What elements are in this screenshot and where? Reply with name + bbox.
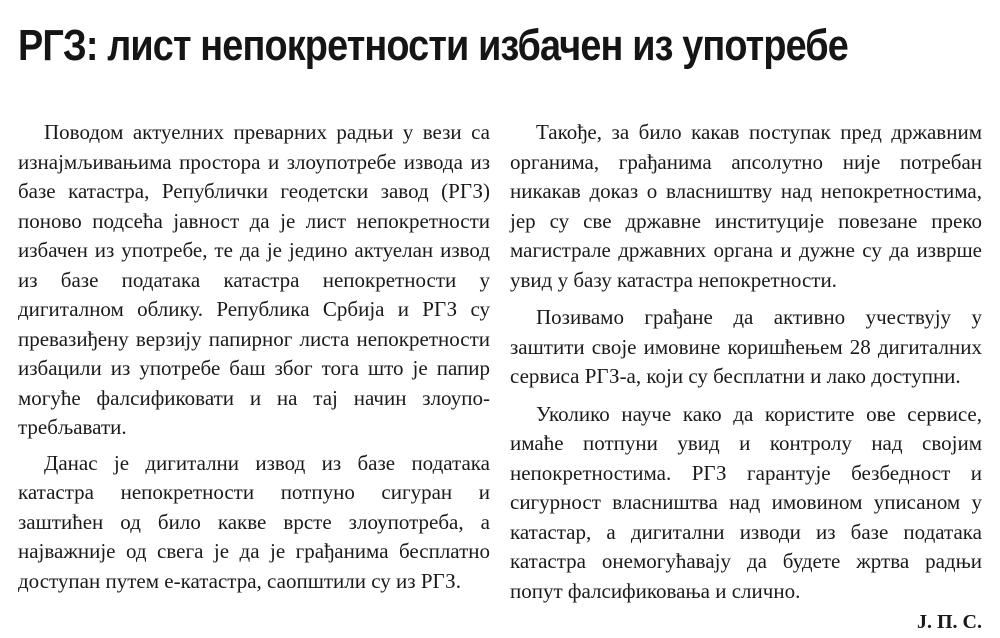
paragraph: Такође, за било какав поступак пред државним органима, грађанима апсолутно није потребан никакав доказ о власништву над непокретностима, јер су све државне институције повезане преко магистрале државних органа и дужне су да изврше увид у базу катастра непокретности. xyxy=(510,120,982,292)
article-headline: РГЗ: лист непокретности избачен из употребе xyxy=(18,21,849,70)
author-signature: Ј. П. С. xyxy=(917,611,982,633)
paragraph: Уколико научe како да користите ове сервисе, имаће потпуни увид и контролу над својим непокретностима. РГЗ гарантује безбедност и сигурност власништва над имовином уписаном у катастар, а дигитални изводи из базе података катастра онемогућавају да будете жртва радњи попут фалсификовања и слично. xyxy=(510,401,982,603)
paragraph: Поводом актуелних преварних радњи у вези са изнајмљивањима простора и злоупотребе извода из базе катастра, Републички геодетски завод (РГЗ) поново подсећа јавност да је лист непокретности избачен из употребе, те да је једино актуелан извод из базе података катастра непокретности у дигиталном облику. Република Србија и РГЗ су превазиђену верзију папирног листа непокретности избацили из употребе баш због тога што је папир могуће фалсификовати и на тај начин злоупотребљавати. xyxy=(18,120,490,439)
paragraph: Позивамо грађане да активно учествују у заштити своје имовине коришћењем 28 дигиталних сервиса РГЗ-а, који су бесплатни и лако доступни. xyxy=(510,305,982,388)
paragraph: Данас је дигитални извод из базе података катастра непокретности потпуно сигуран и заштићен од било какве врсте злоупотреба, а најважније од свега је да је грађанима бесплатно доступан путем е-катастра, саопштили су из РГЗ. xyxy=(18,450,490,593)
left-column xyxy=(18,118,490,638)
right-column xyxy=(510,118,982,638)
article-body xyxy=(18,118,982,638)
